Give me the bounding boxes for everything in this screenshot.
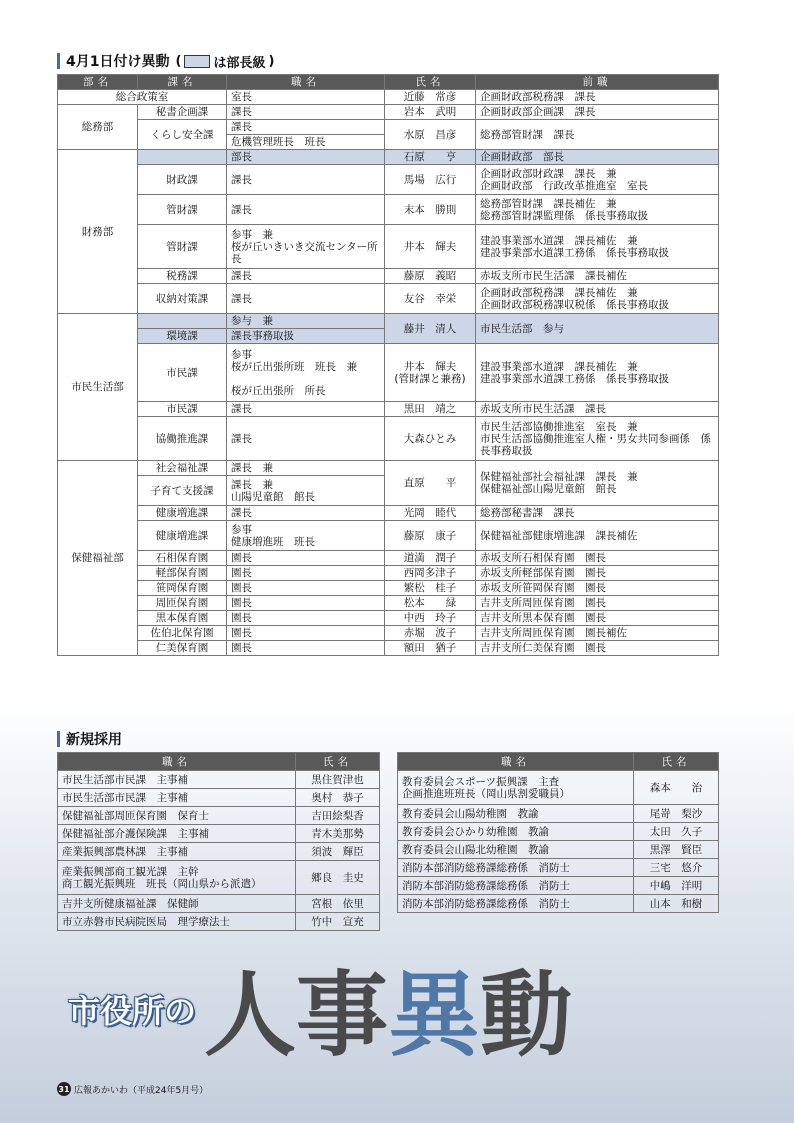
table-row (58, 641, 719, 656)
name-cell: 直原 平 (385, 461, 476, 506)
name-cell: 石原 亨 (385, 150, 476, 165)
dept-cell: 財務部 (58, 150, 138, 314)
position-cell: 吉井支所健康福祉課 保健師 (58, 895, 296, 913)
name-cell: 中西 玲子 (385, 611, 476, 626)
section-cell: 健康増進課 (138, 506, 227, 521)
table-row (58, 344, 719, 402)
position-cell: 参事 兼 桜が丘いきいき交流センター所長 (227, 225, 385, 269)
banner-char: 動 (480, 962, 573, 1069)
section-cell: 協働推進課 (138, 417, 227, 461)
table-row (58, 626, 719, 641)
position-cell: 課長 (227, 284, 385, 314)
name-cell: 黒田 靖之 (385, 402, 476, 417)
dept-cell: 総務部 (58, 105, 138, 150)
heading-bar (57, 53, 60, 69)
section-cell: 黒本保育園 (138, 611, 227, 626)
position-cell: 参与 兼 (227, 314, 385, 329)
name-cell: 黒澤 賢臣 (634, 841, 719, 859)
table-row (58, 461, 719, 476)
col-position: 職名 (227, 75, 385, 90)
col-name: 氏名 (634, 753, 719, 771)
table-row (58, 506, 719, 521)
col-position: 職名 (398, 753, 634, 771)
name-cell: 青木美那勢 (296, 825, 380, 843)
table-row (398, 805, 719, 823)
table-row (58, 225, 719, 269)
name-cell: 尾嵜 梨沙 (634, 805, 719, 823)
section-cell: 軽部保育園 (138, 566, 227, 581)
position-cell: 教育委員会ひかり幼稚園 教諭 (398, 823, 634, 841)
position-cell: 市立赤磐市民病院医局 理学療法士 (58, 913, 296, 931)
previous-cell: 吉井支所黒本保育園 園長 (476, 611, 719, 626)
table-row (58, 771, 380, 789)
section-cell: 石相保育園 (138, 551, 227, 566)
position-cell: 室長 (227, 90, 385, 105)
legend-open: ( (175, 53, 182, 69)
name-cell: 吉田絵梨香 (296, 807, 380, 825)
name-cell: 三宅 悠介 (634, 859, 719, 877)
table-row (398, 823, 719, 841)
position-cell: 参事 健康増進班 班長 (227, 521, 385, 551)
table-row (58, 566, 719, 581)
page-number: 31 (57, 1082, 71, 1096)
position-cell: 課長 兼 (227, 461, 385, 476)
position-cell: 課長 (227, 165, 385, 195)
previous-cell: 保健福祉部社会福祉課 課長 兼 保健福祉部山陽児童館 館長 (476, 461, 719, 506)
position-cell: 市民生活部市民課 主事補 (58, 789, 296, 807)
dept-cell: 保健福祉部 (58, 461, 138, 656)
position-cell: 課長事務取扱 (227, 329, 385, 344)
banner-prefix: 市役所の (68, 992, 197, 1030)
table-row (58, 269, 719, 284)
legend-swatch (184, 55, 210, 68)
name-cell: 近藤 常彦 (385, 90, 476, 105)
position-cell: 消防本部消防総務課総務係 消防士 (398, 895, 634, 913)
name-cell: 光岡 睦代 (385, 506, 476, 521)
section-cell: 財政課 (138, 165, 227, 195)
previous-cell: 建設事業部水道課 課長補佐 兼 建設事業部水道課工務係 係長事務取扱 (476, 344, 719, 402)
table-row (58, 843, 380, 861)
new-hires-table-right (397, 752, 719, 913)
col-section: 課名 (138, 75, 227, 90)
name-cell: 藤原 康子 (385, 521, 476, 551)
table-row (58, 913, 380, 931)
name-cell: 井本 輝夫 (管財課と兼務) (385, 344, 476, 402)
name-cell: 森本 治 (634, 771, 719, 805)
position-cell: 課長 (227, 506, 385, 521)
name-cell: 竹中 宣充 (296, 913, 380, 931)
previous-cell: 市民生活部協働推進室 室長 兼 市民生活部協働推進室人権・男女共同参画係 係長事務取扱 (476, 417, 719, 461)
position-cell: 課長 (227, 269, 385, 284)
name-cell: 友谷 幸栄 (385, 284, 476, 314)
position-cell: 園長 (227, 611, 385, 626)
dept-cell: 市民生活部 (58, 314, 138, 461)
previous-cell: 赤坂支所市民生活課 課長補佐 (476, 269, 719, 284)
name-cell: 山本 和樹 (634, 895, 719, 913)
table-row (398, 877, 719, 895)
position-cell: 課長 (227, 402, 385, 417)
table-row (58, 284, 719, 314)
position-cell: 市民生活部市民課 主事補 (58, 771, 296, 789)
position-cell: 教育委員会山陽北幼稚園 教諭 (398, 841, 634, 859)
section-cell: 周匝保育園 (138, 596, 227, 611)
table-row (58, 150, 719, 165)
position-cell: 園長 (227, 581, 385, 596)
position-cell: 消防本部消防総務課総務係 消防士 (398, 859, 634, 877)
position-cell: 課長 (227, 120, 385, 135)
table-row (58, 807, 380, 825)
name-cell: 郷良 圭史 (296, 861, 380, 895)
section-cell: 環境課 (138, 329, 227, 344)
table-row (58, 581, 719, 596)
previous-cell: 赤坂支所市民生活課 課長 (476, 402, 719, 417)
position-cell: 園長 (227, 566, 385, 581)
previous-cell: 総務部秘書課 課長 (476, 506, 719, 521)
previous-cell: 企画財政部企画課 課長 (476, 105, 719, 120)
banner-char: 異 (388, 962, 481, 1069)
section-cell: 市民課 (138, 402, 227, 417)
section-cell: 収納対策課 (138, 284, 227, 314)
previous-cell: 吉井支所周匝保育園 園長 (476, 596, 719, 611)
section-cell: くらし安全課 (138, 120, 227, 150)
table-row (58, 596, 719, 611)
name-cell: 赤堀 波子 (385, 626, 476, 641)
section-cell: 子育て支援課 (138, 476, 227, 506)
table-row (58, 105, 719, 120)
table-row (58, 120, 719, 135)
position-cell: 課長 (227, 195, 385, 225)
transfers-table (57, 74, 719, 656)
table-row (58, 611, 719, 626)
name-cell: 宮根 依里 (296, 895, 380, 913)
position-cell: 教育委員会山陽幼稚園 教諭 (398, 805, 634, 823)
section-cell: 管財課 (138, 225, 227, 269)
section-cell: 税務課 (138, 269, 227, 284)
position-cell: 産業振興部商工観光課 主幹 商工観光振興班 班長（岡山県から派遣） (58, 861, 296, 895)
previous-cell: 企画財政部 部長 (476, 150, 719, 165)
table-header-row (58, 75, 719, 90)
legend-close: ) (268, 53, 275, 69)
name-cell: 岩本 武明 (385, 105, 476, 120)
name-cell: 井本 輝夫 (385, 225, 476, 269)
section-cell: 社会福祉課 (138, 461, 227, 476)
previous-cell: 市民生活部 参与 (476, 314, 719, 344)
publication-name: 広報あかいわ（平成24年5月号） (74, 1085, 209, 1096)
table-row (58, 895, 380, 913)
section-cell: 秘書企画課 (138, 105, 227, 120)
position-cell: 教育委員会スポーツ振興課 主査 企画推進班班長（岡山県割愛職員） (398, 771, 634, 805)
section-cell: 市民課 (138, 344, 227, 402)
name-cell: 黒住賀津也 (296, 771, 380, 789)
position-cell: 保健福祉部周匝保育園 保育士 (58, 807, 296, 825)
table-row (58, 417, 719, 461)
dept-cell: 総合政策室 (58, 90, 227, 105)
name-cell: 奥村 恭子 (296, 789, 380, 807)
position-cell: 園長 (227, 641, 385, 656)
position-cell: 課長 (227, 417, 385, 461)
name-cell: 大森ひとみ (385, 417, 476, 461)
name-cell: 中嶋 洋明 (634, 877, 719, 895)
previous-cell: 吉井支所周匝保育園 園長補佐 (476, 626, 719, 641)
section-cell (138, 150, 227, 165)
previous-cell: 吉井支所仁美保育園 園長 (476, 641, 719, 656)
name-cell: 松本 緑 (385, 596, 476, 611)
new-hires-table-left (57, 752, 380, 931)
name-cell: 馬場 広行 (385, 165, 476, 195)
table-row (398, 771, 719, 805)
table-row (58, 314, 719, 329)
position-cell: 園長 (227, 551, 385, 566)
col-name: 氏名 (385, 75, 476, 90)
table-row (398, 859, 719, 877)
title-banner (68, 958, 688, 1068)
table-row (398, 895, 719, 913)
page-footer (57, 1082, 208, 1096)
table-row (58, 861, 380, 895)
table-row (58, 789, 380, 807)
name-cell: 西岡多津子 (385, 566, 476, 581)
previous-cell: 企画財政部税務課 課長補佐 兼 企画財政部税務課収税係 係長事務取扱 (476, 284, 719, 314)
position-cell: 保健福祉部介護保険課 主事補 (58, 825, 296, 843)
position-cell: 消防本部消防総務課総務係 消防士 (398, 877, 634, 895)
new-hires-title: 新規採用 (66, 732, 122, 748)
table-row (58, 402, 719, 417)
col-name: 氏名 (296, 753, 380, 771)
position-cell: 園長 (227, 596, 385, 611)
transfers-heading (57, 52, 274, 70)
col-dept: 部名 (58, 75, 138, 90)
name-cell: 藤原 義昭 (385, 269, 476, 284)
position-cell: 危機管理班長 班長 (227, 135, 385, 150)
name-cell: 水原 昌彦 (385, 120, 476, 150)
section-cell: 仁美保育園 (138, 641, 227, 656)
previous-cell: 企画財政部税務課 課長 (476, 90, 719, 105)
previous-cell: 総務部管財課 課長補佐 兼 総務部管財課監理係 係長事務取扱 (476, 195, 719, 225)
banner-char: 事 (296, 962, 389, 1069)
name-cell: 額田 猶子 (385, 641, 476, 656)
name-cell: 末本 勝則 (385, 195, 476, 225)
section-cell: 佐伯北保育園 (138, 626, 227, 641)
position-cell: 部長 (227, 150, 385, 165)
table-row (58, 551, 719, 566)
new-hires-heading (57, 730, 122, 748)
position-cell: 園長 (227, 626, 385, 641)
table-header-row (58, 753, 380, 771)
name-cell: 須波 輝臣 (296, 843, 380, 861)
position-cell: 課長 (227, 105, 385, 120)
banner-char: 人 (204, 962, 297, 1069)
table-row (398, 841, 719, 859)
table-row (58, 195, 719, 225)
position-cell: 参事 桜が丘出張所班 班長 兼 桜が丘出張所 所長 (227, 344, 385, 402)
previous-cell: 赤坂支所軽部保育園 園長 (476, 566, 719, 581)
name-cell: 太田 久子 (634, 823, 719, 841)
name-cell: 繁松 桂子 (385, 581, 476, 596)
position-cell: 産業振興部農林課 主事補 (58, 843, 296, 861)
col-previous: 前職 (476, 75, 719, 90)
name-cell: 藤井 清人 (385, 314, 476, 344)
col-position: 職名 (58, 753, 296, 771)
name-cell: 道満 潤子 (385, 551, 476, 566)
table-row (58, 165, 719, 195)
section-cell: 健康増進課 (138, 521, 227, 551)
table-row (58, 825, 380, 843)
legend (175, 52, 274, 71)
section-cell (138, 314, 227, 329)
legend-text: は部長級 (213, 55, 266, 71)
position-cell: 課長 兼 山陽児童館 館長 (227, 476, 385, 506)
previous-cell: 建設事業部水道課 課長補佐 兼 建設事業部水道課工務係 係長事務取扱 (476, 225, 719, 269)
table-row (58, 521, 719, 551)
table-row (58, 90, 719, 105)
section-cell: 管財課 (138, 195, 227, 225)
table-header-row (398, 753, 719, 771)
previous-cell: 総務部管財課 課長 (476, 120, 719, 150)
transfers-title: 4月1日付け異動 (66, 54, 170, 70)
previous-cell: 保健福祉部健康増進課 課長補佐 (476, 521, 719, 551)
previous-cell: 赤坂支所笹岡保育園 園長 (476, 581, 719, 596)
heading-bar (57, 731, 60, 747)
previous-cell: 赤坂支所石相保育園 園長 (476, 551, 719, 566)
section-cell: 笹岡保育園 (138, 581, 227, 596)
previous-cell: 企画財政部財政課 課長 兼 企画財政部 行政改革推進室 室長 (476, 165, 719, 195)
